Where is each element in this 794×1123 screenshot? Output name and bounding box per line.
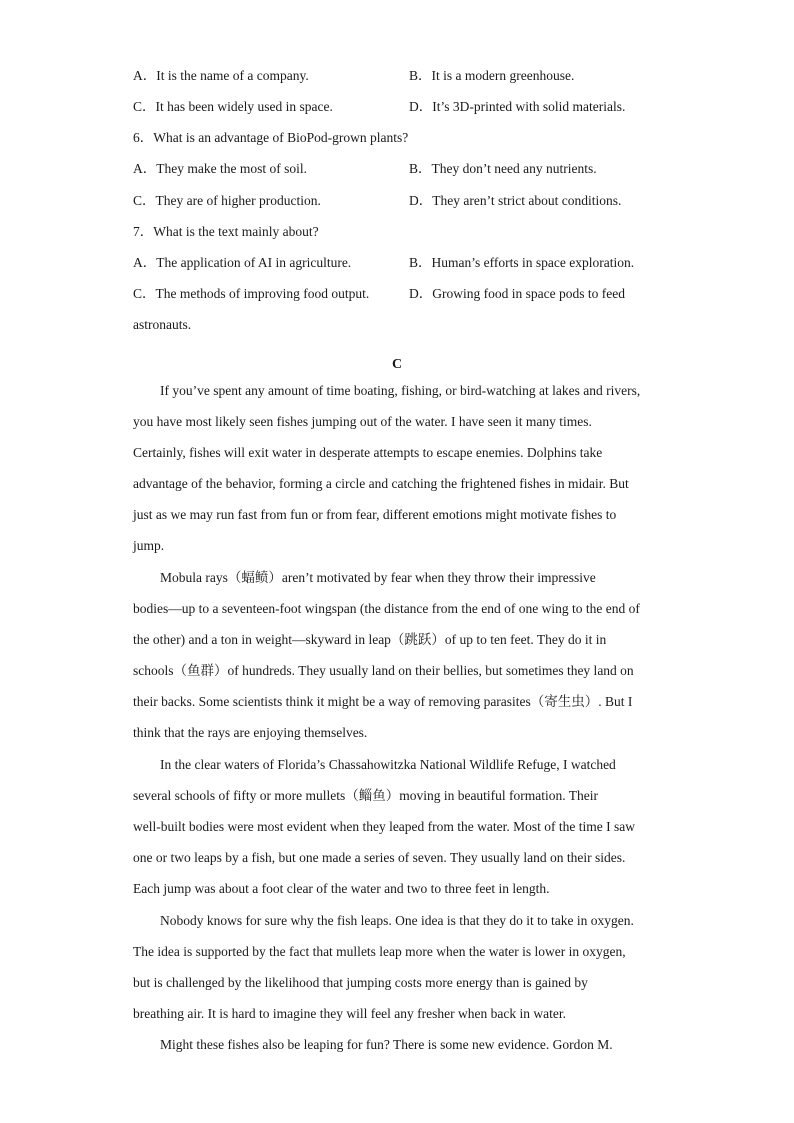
q6-option-d: D．They aren’t strict about conditions. <box>409 193 622 208</box>
section-heading: C <box>391 357 403 372</box>
paragraph-line: just as we may run fast from fun or from fear, different emotions might motivate fishes to <box>133 507 617 523</box>
paragraph-1 <box>133 375 663 562</box>
paragraph-line: Certainly, fishes will exit water in desperate attempts to escape enemies. Dolphins take <box>133 445 603 461</box>
q5-option-c: C．It has been widely used in space. <box>133 99 333 114</box>
paragraph-line: you have most likely seen fishes jumping out of the water. I have seen it many times. <box>133 414 592 430</box>
paragraph-5 <box>133 1029 663 1060</box>
paragraph-line: Mobula rays（蝠鲼）aren’t motivated by fear when they throw their impressive <box>160 570 596 585</box>
q5-option-a: A．It is the name of a company. <box>133 68 309 83</box>
paragraph-line: In the clear waters of Florida’s Chassahowitzka National Wildlife Refuge, I watched <box>160 757 616 772</box>
paragraph-line: Nobody knows for sure why the fish leaps. One idea is that they do it to take in oxygen. <box>160 913 634 928</box>
q6-option-a: A．They make the most of soil. <box>133 161 307 176</box>
q7-stem: 7．What is the text mainly about? <box>133 224 319 239</box>
paragraph-line: several schools of fifty or more mullets（鲻鱼）moving in beautiful formation. Their <box>133 788 599 804</box>
paragraph-line: well-built bodies were most evident when they leaped from the water. Most of the time I saw <box>133 819 635 835</box>
paragraph-3 <box>133 749 663 904</box>
paragraph-4 <box>133 905 663 1029</box>
paragraph-line: The idea is supported by the fact that mullets leap more when the water is lower in oxygen, <box>133 944 626 960</box>
paragraph-line: Each jump was about a foot clear of the water and two to three feet in length. <box>133 881 550 897</box>
paragraph-line: If you’ve spent any amount of time boating, fishing, or bird-watching at lakes and rivers, <box>160 383 641 398</box>
q5-option-d: D．It’s 3D-printed with solid materials. <box>409 99 626 114</box>
paragraph-line: jump. <box>133 538 165 554</box>
paragraph-line: think that the rays are enjoying themselves. <box>133 725 368 741</box>
paragraph-line: schools（鱼群）of hundreds. They usually land on their bellies, but sometimes they land on <box>133 663 634 679</box>
q6-stem: 6．What is an advantage of BioPod-grown plants? <box>133 130 409 145</box>
q7-option-d: D．Growing food in space pods to feed <box>409 286 625 301</box>
q6-option-c: C．They are of higher production. <box>133 193 321 208</box>
paragraph-line: bodies—up to a seventeen-foot wingspan (the distance from the end of one wing to the end of <box>133 601 640 617</box>
q7-option-d-continued: astronauts. <box>133 317 192 332</box>
paragraph-line: their backs. Some scientists think it might be a way of removing parasites（寄生虫）. But I <box>133 694 633 710</box>
q5-option-b: B．It is a modern greenhouse. <box>409 68 575 83</box>
paragraph-line: breathing air. It is hard to imagine they will feel any fresher when back in water. <box>133 1006 566 1022</box>
q7-option-a: A．The application of AI in agriculture. <box>133 255 352 270</box>
paragraph-line: Might these fishes also be leaping for fun? There is some new evidence. Gordon M. <box>160 1037 613 1052</box>
paragraph-line: the other) and a ton in weight—skyward in leap（跳跃）of up to ten feet. They do it in <box>133 632 607 648</box>
paragraph-line: advantage of the behavior, forming a circle and catching the frightened fishes in midair. But <box>133 476 629 492</box>
paragraph-2 <box>133 562 663 749</box>
q6-option-b: B．They don’t need any nutrients. <box>409 161 597 176</box>
q7-option-c: C．The methods of improving food output. <box>133 286 370 301</box>
q7-option-b: B．Human’s efforts in space exploration. <box>409 255 635 270</box>
paragraph-line: one or two leaps by a fish, but one made a series of seven. They usually land on their sides. <box>133 850 626 866</box>
paragraph-line: but is challenged by the likelihood that jumping costs more energy than is gained by <box>133 975 588 991</box>
